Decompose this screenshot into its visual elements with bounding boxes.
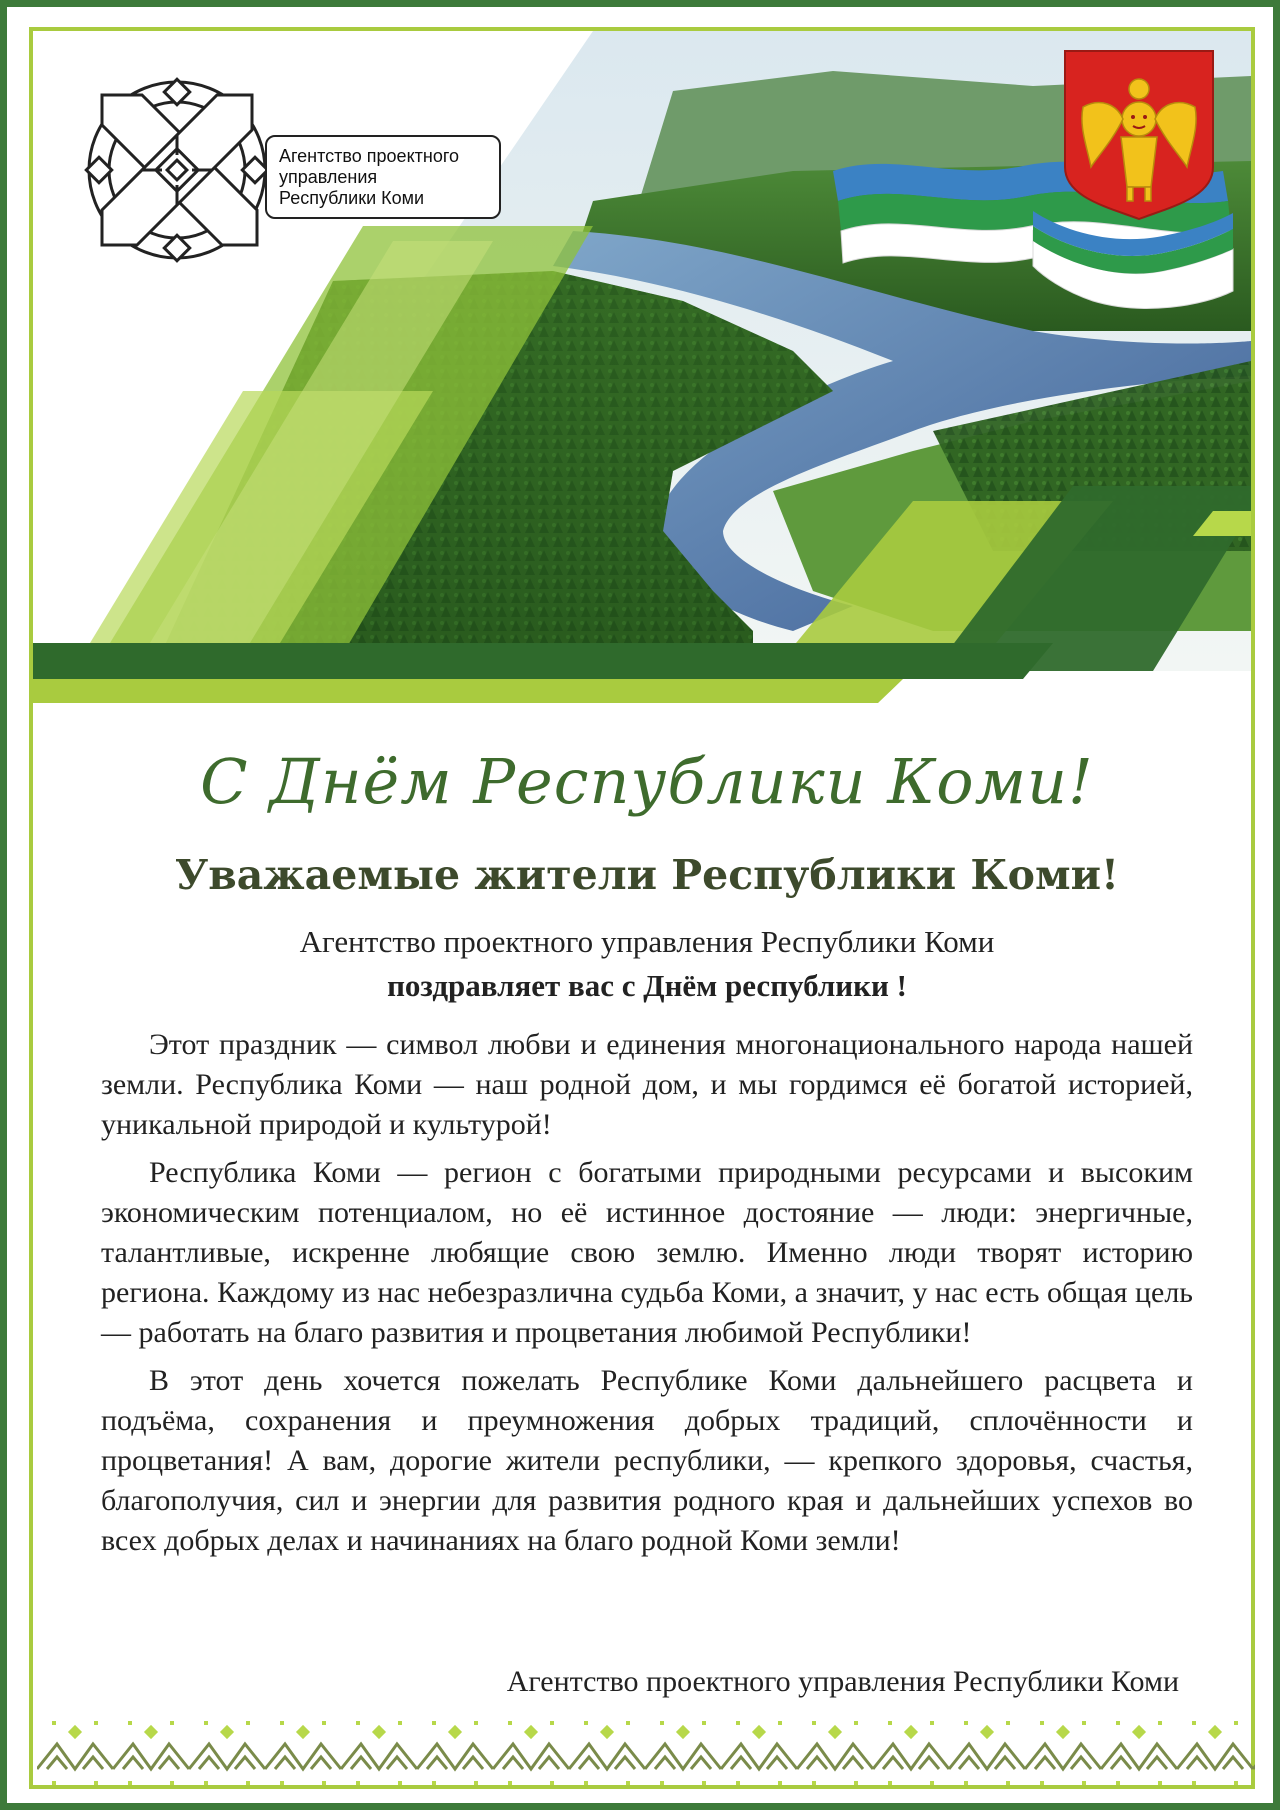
agency-name-line-1: Агентство проектного	[279, 146, 460, 166]
page-title: С Днём Республики Коми!	[200, 745, 1094, 818]
agency-name-line-2: управления	[279, 167, 378, 187]
paragraph: Республика Коми — регион с богатыми природными ресурсами и высоким экономическим потенциалом, но её истинное достояние — люди: энергичные, талантливые, искренне любящие свою землю. Именно люди творят историю региона. Каждому из нас небезразлична судьба Коми, а значит, у нас есть общая цель — работать на благо развития и процветания любимой Республики!	[101, 1156, 1193, 1349]
agency-name-box	[265, 135, 501, 219]
letter-body	[101, 1025, 1193, 1569]
signature: Агентство проектного управления Республики Коми	[506, 1665, 1179, 1698]
agency-logo-icon	[82, 75, 272, 265]
ornament-border	[37, 1719, 1255, 1789]
paragraph: В этот день хочется пожелать Республике Коми дальнейшего расцвета и подъёма, сохранения и преумножения добрых традиций, сплочённости и процветания! А вам, дорогие жители республики, — крепкого здоровья, счастья, благополучия, сил и энергии для развития родного края и дальнейших успехов во всех добрых делах и начинаниях на благо родной Коми земли!	[101, 1364, 1193, 1557]
coat-of-arms-icon	[1061, 47, 1217, 223]
congrats-line: поздравляет вас с Днём республики !	[387, 968, 907, 1003]
sender-line: Агентство проектного управления Республики Коми	[299, 924, 995, 959]
greeting-heading: Уважаемые жители Республики Коми!	[174, 851, 1120, 899]
agency-name-line-3: Республики Коми	[279, 188, 425, 208]
paragraph: Этот праздник — символ любви и единения многонационального народа нашей земли. Республика Коми — наш родной дом, и мы гордимся её богатой историей, уникальной природой и культурой!	[101, 1028, 1193, 1141]
